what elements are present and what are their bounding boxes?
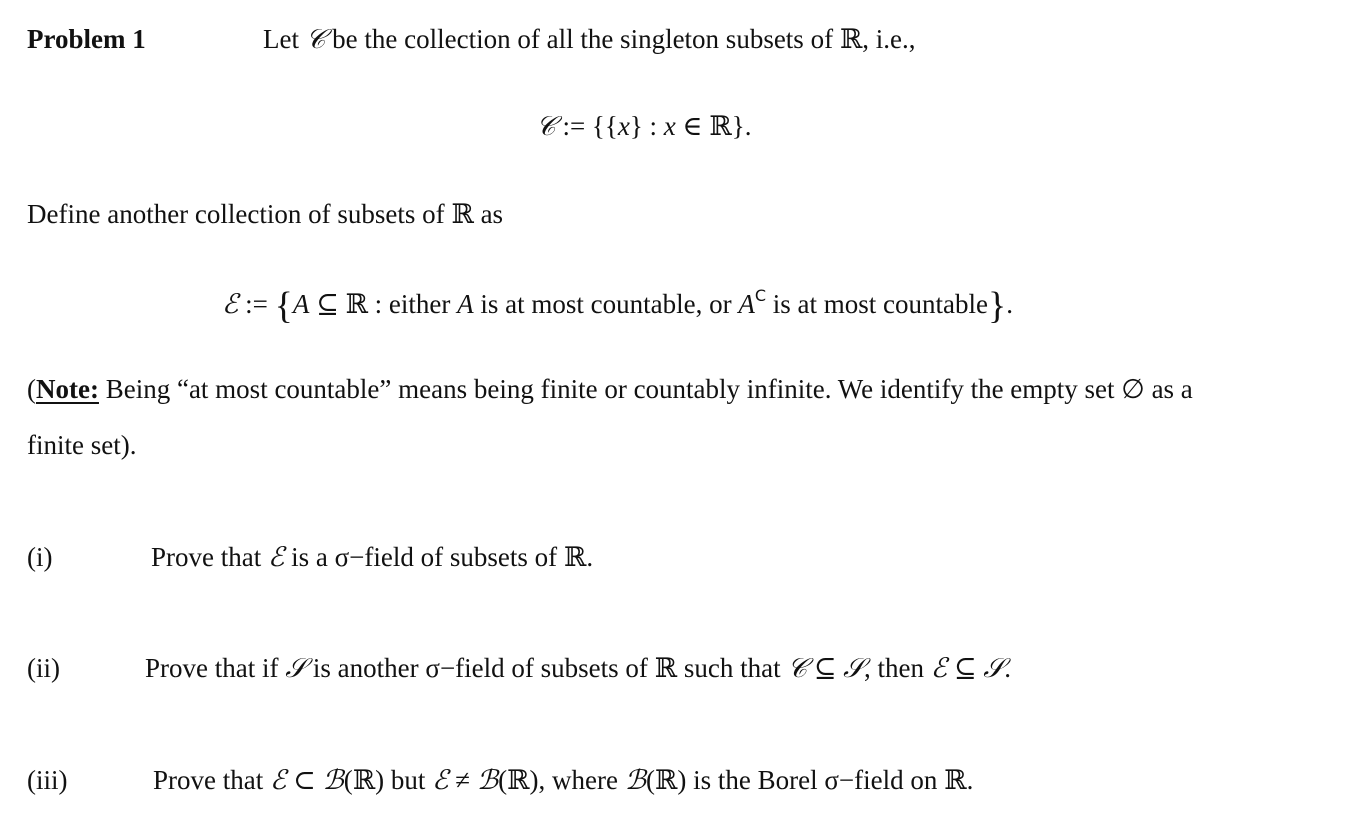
variable-A: A <box>292 289 310 319</box>
sigma-symbol: σ <box>334 542 350 572</box>
subseteq-symbol: ⊆ <box>807 653 844 683</box>
formula-text: . <box>1006 289 1013 319</box>
formula-text: }. <box>731 111 752 141</box>
problem-heading: Problem 1 <box>27 24 146 54</box>
note-open-paren: ( <box>27 374 36 404</box>
left-brace: { <box>274 285 293 327</box>
variable-x: x <box>617 111 630 141</box>
note-label: Note: <box>36 374 99 404</box>
symbol-S: 𝒮 <box>285 653 307 684</box>
symbol-R: ℝ <box>654 653 678 683</box>
intro-line <box>263 26 916 53</box>
symbol-B: ℬ <box>322 765 344 796</box>
part-label-ii: (ii) <box>27 653 60 683</box>
sigma-symbol: σ <box>425 653 440 683</box>
sigma-symbol: σ <box>824 765 839 795</box>
body-text: as <box>473 199 504 229</box>
body-text: Prove that if <box>145 653 286 683</box>
symbol-C: 𝒞 <box>787 653 808 684</box>
part-text-ii <box>145 655 1011 682</box>
body-text: . <box>1004 653 1011 683</box>
symbol-R: ℝ <box>451 199 474 229</box>
formula-text: : either <box>367 289 458 319</box>
symbol-R: ℝ <box>345 289 368 319</box>
symbol-E: ℰ <box>222 289 239 320</box>
complement-superscript: C <box>754 286 767 305</box>
symbol-E: ℰ <box>269 765 287 796</box>
assign-symbol: := <box>238 289 275 319</box>
body-text: , then <box>864 653 931 683</box>
intro-text: Let <box>263 24 306 54</box>
symbol-C: 𝒞 <box>305 24 326 55</box>
body-text: such that <box>677 653 788 683</box>
intro-text: be the collection of all the singleton subsets of <box>325 24 840 54</box>
empty-set-symbol: ∅ <box>1121 374 1145 404</box>
variable-A: A <box>738 289 755 319</box>
body-text: but <box>384 765 433 795</box>
symbol-B: ℬ <box>624 765 646 796</box>
symbol-E: ℰ <box>930 653 948 684</box>
borel-argument: (ℝ) <box>343 765 385 795</box>
subset-symbol: ⊂ <box>286 765 323 795</box>
element-of-symbol: ∈ <box>675 111 710 141</box>
intro-text: , i.e., <box>862 24 916 54</box>
definition-C <box>536 113 751 140</box>
symbol-E: ℰ <box>267 542 285 573</box>
note-text: Being “at most countable” means being finite or countably infinite. We identify the empty set <box>98 374 1122 404</box>
define-line <box>27 201 503 228</box>
variable-x: x <box>663 111 676 141</box>
definition-E <box>222 287 1013 325</box>
formula-text: is at most countable <box>766 289 988 319</box>
body-text: , where <box>538 765 625 795</box>
subseteq-symbol: ⊆ <box>947 653 984 683</box>
symbol-S: 𝒮 <box>983 653 1005 684</box>
part-text-iii <box>153 767 973 794</box>
formula-text: } : <box>629 111 664 141</box>
symbol-R: ℝ <box>563 542 587 572</box>
borel-argument: (ℝ) <box>645 765 687 795</box>
borel-argument: (ℝ) <box>498 765 539 795</box>
body-text: Prove that <box>151 542 268 572</box>
formula-text: is at most countable, or <box>473 289 739 319</box>
body-text: is a <box>284 542 335 572</box>
formula-text: {{ <box>591 111 618 141</box>
symbol-S: 𝒮 <box>843 653 865 684</box>
body-text: . <box>966 765 974 795</box>
part-text-i <box>151 544 593 571</box>
body-text: Prove that <box>153 765 270 795</box>
assign-symbol: := <box>555 111 592 141</box>
note-text: as a <box>1144 374 1193 404</box>
body-text: −field of subsets of <box>439 653 655 683</box>
symbol-R: ℝ <box>944 765 967 795</box>
symbol-E: ℰ <box>432 765 449 796</box>
symbol-R: ℝ <box>839 24 863 54</box>
body-text: is another <box>306 653 426 683</box>
body-text: is the Borel <box>686 765 825 795</box>
note-line-1 <box>27 376 1193 403</box>
body-text: −field of subsets of <box>349 542 564 572</box>
symbol-B: ℬ <box>476 765 499 796</box>
symbol-R: ℝ <box>709 111 732 141</box>
part-label-iii: (iii) <box>27 765 68 795</box>
subseteq-symbol: ⊆ <box>309 289 346 319</box>
right-brace: } <box>987 285 1007 327</box>
body-text: Define another collection of subsets of <box>27 199 452 229</box>
part-label-i: (i) <box>27 542 53 572</box>
body-text: . <box>586 542 594 572</box>
symbol-C: 𝒞 <box>536 111 556 142</box>
not-equal-symbol: ≠ <box>448 765 477 795</box>
body-text: −field on <box>838 765 945 795</box>
variable-A: A <box>457 289 474 319</box>
note-line-2: finite set). <box>27 430 137 460</box>
